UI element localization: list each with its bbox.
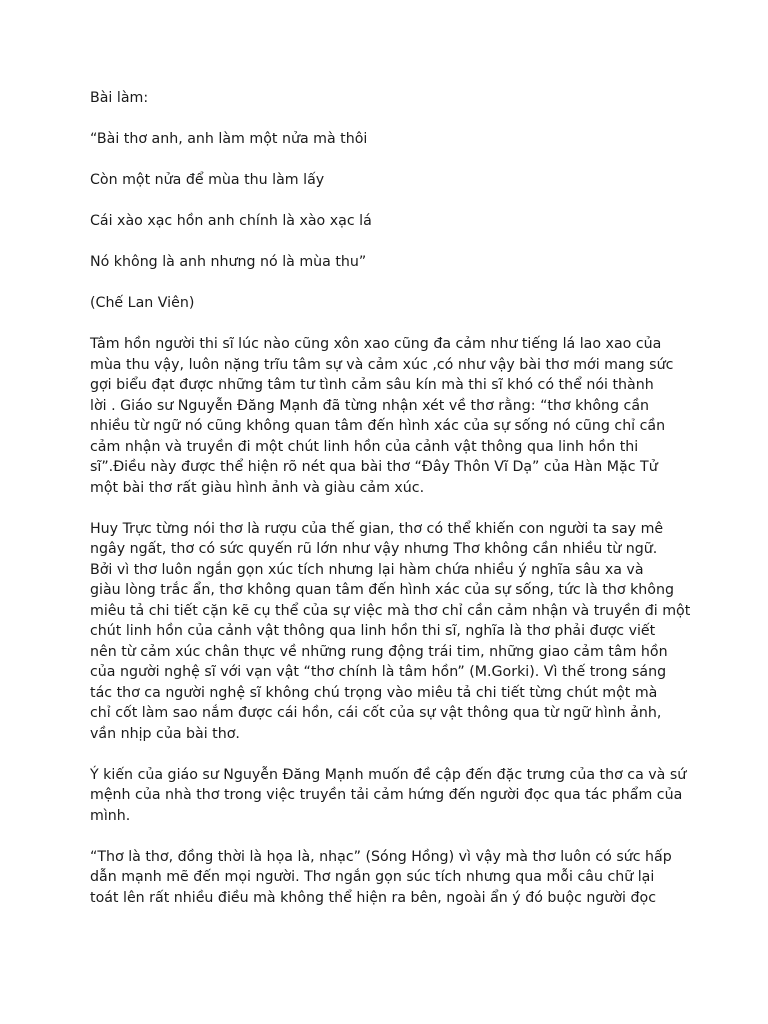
document-page [90,88,690,908]
poem-line-1: “Bài thơ anh, anh làm một nửa mà thôi [90,131,368,147]
paragraph-line: chút linh hồn của cảnh vật thông qua linh hồn thi sĩ, nghĩa là thơ phải được viết [90,623,656,639]
spacer [90,150,690,171]
paragraph-line: Bởi vì thơ luôn ngắn gọn xúc tích nhưng lại hàm chứa nhiều ý nghĩa sâu xa và [90,561,644,578]
paragraph-line: mùa thu vậy, luôn nặng trĩu tâm sự và cảm xúc ,có như vậy bài thơ mới mang sức [90,356,674,373]
poem-line-2: Còn một nửa để mùa thu làm lấy [90,172,325,188]
paragraph-line: nhiều từ ngữ nó cũng không quan tâm đến hình xác của sự sống nó cũng chỉ cần [90,418,666,434]
paragraph-line: Ý kiến của giáo sư Nguyễn Đăng Mạnh muốn đề cập đến đặc trưng của thơ ca và sứ [90,766,687,783]
paragraph-line: giàu lòng trắc ẩn, thơ không quan tâm đến hình xác của sự sống, tức là thơ không [90,582,674,598]
spacer [90,191,690,212]
spacer [90,273,690,294]
paragraph-line: dẫn mạnh mẽ đến mọi người. Thơ ngắn gọn súc tích nhưng qua mỗi câu chữ lại [90,869,655,885]
paragraph-line: nên từ cảm xúc chân thực về những rung động trái tim, những giao cảm tâm hồn [90,643,668,660]
paragraph-line: Huy Trực từng nói thơ là rượu của thế gian, thơ có thể khiến con người ta say mê [90,520,664,537]
paragraph-1 [90,334,690,498]
paragraph-line: ngây ngất, thơ có sức quyến rũ lớn như vậy nhưng Thơ không cần nhiều từ ngữ. [90,541,658,557]
paragraph-line: tác thơ ca người nghệ sĩ không chú trọng vào miêu tả chi tiết từng chút một mà [90,684,658,701]
paragraph-line: một bài thơ rất giàu hình ảnh và giàu cảm xúc. [90,479,425,496]
paragraph-line: Tâm hồn người thi sĩ lúc nào cũng xôn xao cũng đa cảm như tiếng lá lao xao của [90,336,662,352]
paragraph-2 [90,519,690,745]
paragraph-4 [90,847,690,909]
paragraph-line: gợi biểu đạt được những tâm tư tình cảm sâu kín mà thi sĩ khó có thể nói thành [90,377,654,393]
paragraph-line: của người nghệ sĩ với vạn vật “thơ chính là tâm hồn” (M.Gorki). Vì thế trong sáng [90,664,667,680]
spacer [90,109,690,130]
poem-line-3: Cái xào xạc hồn anh chính là xào xạc lá [90,213,372,229]
paragraph-line: cảm nhận và truyền đi một chút linh hồn của cảnh vật thông qua linh hồn thi [90,438,639,455]
paragraph-line: “Thơ là thơ, đồng thời là họa là, nhạc” (Sóng Hồng) vì vậy mà thơ luôn có sức hấp [90,848,672,865]
spacer [90,232,690,253]
paragraph-3 [90,765,690,827]
paragraph-line: sĩ”.Điều này được thể hiện rõ nét qua bài thơ “Đây Thôn Vĩ Dạ” của Hàn Mặc Tử [90,459,658,475]
spacer [90,826,690,847]
paragraph-line: miêu tả chi tiết cặn kẽ cụ thể của sự việc mà thơ chỉ cần cảm nhận và truyền đi một [90,602,691,619]
paragraph-line: toát lên rất nhiều điều mà không thể hiện ra bên, ngoài ẩn ý đó buộc người đọc [90,889,656,906]
paragraph-line: mình. [90,807,131,824]
poem-line-4: Nó không là anh nhưng nó là mùa thu” [90,254,367,270]
paragraph-line: lời . Giáo sư Nguyễn Đăng Mạnh đã từng nhận xét về thơ rằng: “thơ không cần [90,397,650,414]
spacer [90,314,690,335]
spacer [90,498,690,519]
paragraph-line: vần nhịp của bài thơ. [90,725,240,742]
spacer [90,744,690,765]
heading: Bài làm: [90,90,149,106]
paragraph-line: mệnh của nhà thơ trong việc truyền tải cảm hứng đến người đọc qua tác phẩm của [90,787,683,803]
paragraph-line: chỉ cốt làm sao nắm được cái hồn, cái cốt của sự vật thông qua từ ngữ hình ảnh, [90,705,662,721]
attribution: (Chế Lan Viên) [90,295,195,311]
